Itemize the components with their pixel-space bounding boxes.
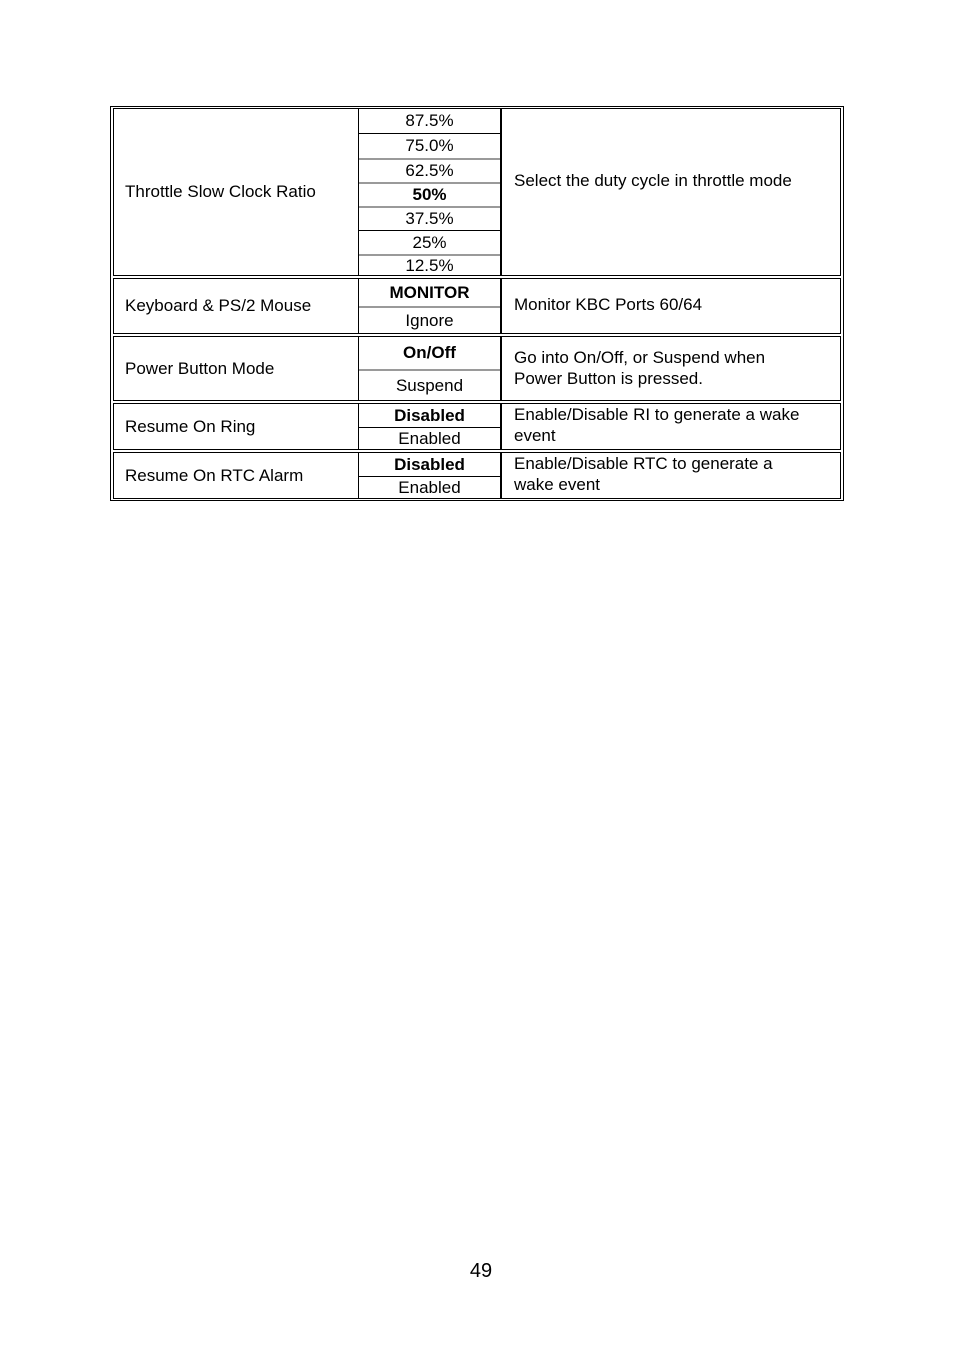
setting-description: Monitor KBC Ports 60/64	[514, 295, 703, 314]
options-cell	[359, 404, 502, 449]
table-row	[113, 336, 841, 401]
description-line: event	[514, 426, 556, 445]
table-row	[113, 278, 841, 334]
option-value: Enabled	[359, 427, 500, 449]
options-cell	[359, 337, 502, 400]
setting-name: Resume On RTC Alarm	[114, 453, 359, 498]
setting-description	[502, 404, 840, 449]
options-cell	[359, 279, 502, 333]
option-value: 62.5%	[359, 158, 500, 182]
setting-description	[502, 337, 840, 400]
option-value: Enabled	[359, 476, 500, 498]
option-value: 25%	[359, 230, 500, 254]
table-row	[113, 403, 841, 450]
setting-name: Power Button Mode	[114, 337, 359, 400]
description-line: Power Button is pressed.	[514, 369, 703, 388]
option-value: Ignore	[359, 306, 500, 333]
setting-name: Resume On Ring	[114, 404, 359, 449]
option-value-default: MONITOR	[389, 282, 470, 302]
option-value-default: 50%	[359, 182, 500, 206]
option-value: 12.5%	[359, 254, 500, 275]
option-value-default: Disabled	[394, 405, 465, 425]
setting-description	[502, 453, 840, 498]
description-line: wake event	[514, 475, 600, 494]
setting-description: Select the duty cycle in throttle mode	[514, 171, 792, 190]
option-value-default: Disabled	[394, 454, 465, 474]
page-number: 49	[469, 1260, 493, 1282]
option-value: 75.0%	[359, 133, 500, 158]
setting-name: Keyboard & PS/2 Mouse	[114, 279, 359, 333]
settings-table	[110, 106, 844, 501]
option-value-default: On/Off	[403, 343, 456, 362]
table-row	[113, 108, 841, 276]
options-cell	[359, 109, 502, 275]
option-value: 87.5%	[405, 111, 454, 130]
options-cell	[359, 453, 502, 498]
option-value: Suspend	[359, 369, 500, 400]
description-line: Enable/Disable RTC to generate a	[514, 454, 773, 473]
option-value: 37.5%	[359, 206, 500, 230]
table-row	[113, 452, 841, 499]
description-line: Go into On/Off, or Suspend when	[514, 348, 766, 367]
setting-name: Throttle Slow Clock Ratio	[114, 109, 359, 275]
description-line: Enable/Disable RI to generate a wake	[514, 405, 800, 424]
